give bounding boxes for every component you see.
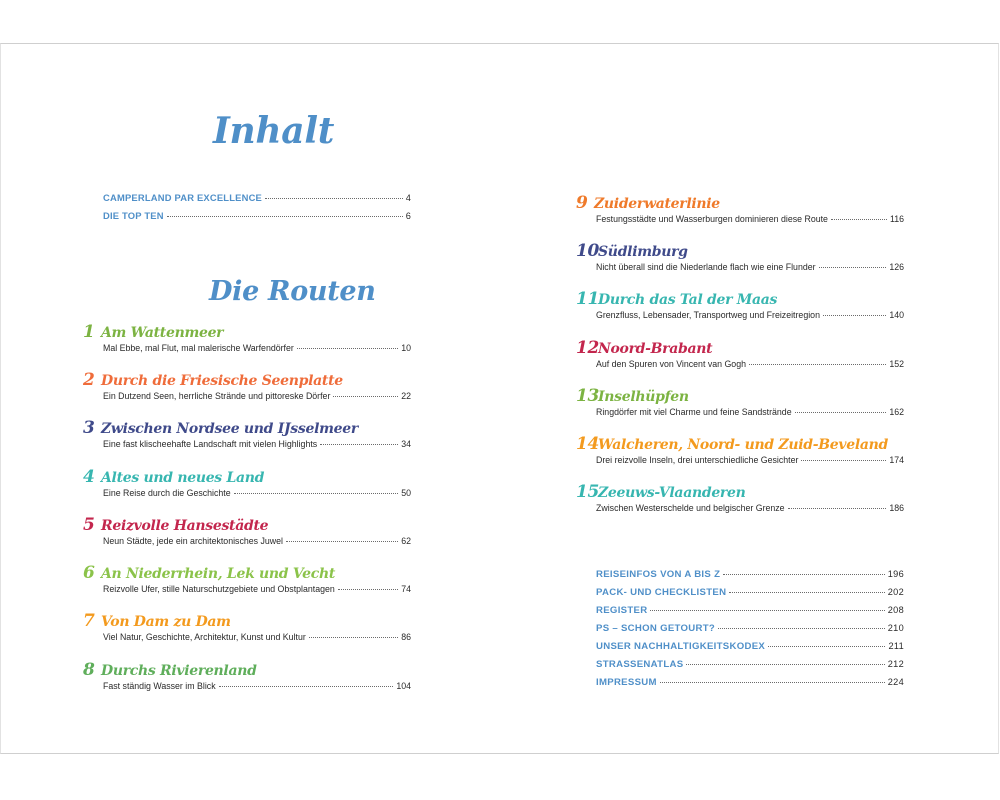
leader-dots <box>297 348 398 349</box>
route-title: Zeeuws-Vlaanderen <box>598 485 746 501</box>
route-entry-9[interactable] <box>576 193 906 224</box>
route-page: 140 <box>889 310 904 320</box>
leader-dots <box>338 589 398 590</box>
leader-dots <box>795 412 887 413</box>
route-description: Ringdörfer mit viel Charme und feine Sandstrände <box>596 407 792 417</box>
route-page: 126 <box>889 262 904 272</box>
route-entry-13[interactable] <box>576 386 906 417</box>
route-entry-14[interactable] <box>576 434 906 465</box>
toc-entry-front[interactable] <box>103 210 411 228</box>
route-page: 162 <box>889 407 904 417</box>
leader-dots <box>768 646 885 647</box>
route-entry-3[interactable] <box>83 418 413 449</box>
toc-entry-page: 196 <box>887 569 904 579</box>
toc-entry-front[interactable] <box>103 192 411 210</box>
route-title: Walcheren, Noord- und Zuid-Beveland <box>598 437 889 453</box>
route-entry-2[interactable] <box>83 370 413 401</box>
routes-heading: Die Routen <box>209 276 376 307</box>
leader-dots <box>333 396 398 397</box>
route-number: 10 <box>576 241 600 261</box>
leader-dots <box>660 682 885 683</box>
route-entry-1[interactable] <box>83 322 413 353</box>
toc-entry-title: STRASSENATLAS <box>596 659 684 670</box>
route-description: Mal Ebbe, mal Flut, mal malerische Warfendörfer <box>103 343 294 353</box>
toc-entry-page: 208 <box>887 605 904 615</box>
contents-heading: Inhalt <box>213 110 335 152</box>
route-entry-4[interactable] <box>83 467 413 498</box>
route-page: 62 <box>401 536 411 546</box>
toc-entry-back[interactable] <box>596 641 904 659</box>
route-entry-5[interactable] <box>83 515 413 546</box>
leader-dots <box>788 508 887 509</box>
leader-dots <box>723 574 885 575</box>
route-page: 10 <box>401 343 411 353</box>
route-page: 22 <box>401 391 411 401</box>
toc-entry-page: 210 <box>887 623 904 633</box>
leader-dots <box>831 219 887 220</box>
route-number: 1 <box>83 322 95 342</box>
leader-dots <box>286 541 398 542</box>
route-number: 3 <box>83 418 95 438</box>
leader-dots <box>309 637 398 638</box>
leader-dots <box>167 216 403 217</box>
route-page: 50 <box>401 488 411 498</box>
route-page: 104 <box>396 681 411 691</box>
route-description: Grenzfluss, Lebensader, Transportweg und Freizeitregion <box>596 310 820 320</box>
route-page: 152 <box>889 359 904 369</box>
route-number: 9 <box>576 193 588 213</box>
leader-dots <box>823 315 886 316</box>
route-page: 74 <box>401 584 411 594</box>
toc-entry-back[interactable] <box>596 587 904 605</box>
route-page: 86 <box>401 632 411 642</box>
route-number: 7 <box>83 611 95 631</box>
route-number: 14 <box>576 434 600 454</box>
toc-entry-back[interactable] <box>596 623 904 641</box>
route-number: 15 <box>576 482 600 502</box>
route-number: 2 <box>83 370 95 390</box>
route-title: Noord-Brabant <box>598 341 713 357</box>
route-number: 5 <box>83 515 95 535</box>
route-number: 8 <box>83 660 95 680</box>
toc-entry-back[interactable] <box>596 677 904 695</box>
route-title: Zuiderwaterlinie <box>594 196 720 212</box>
route-title: Inselhüpfen <box>598 389 689 405</box>
route-title: Am Wattenmeer <box>101 325 224 341</box>
route-entry-8[interactable] <box>83 660 413 691</box>
route-number: 4 <box>83 467 95 487</box>
toc-entry-title: PACK- UND CHECKLISTEN <box>596 587 727 598</box>
route-entry-7[interactable] <box>83 611 413 642</box>
leader-dots <box>219 686 394 687</box>
leader-dots <box>729 592 884 593</box>
route-description: Fast ständig Wasser im Blick <box>103 681 216 691</box>
route-description: Neun Städte, jede ein architektonisches Juwel <box>103 536 283 546</box>
route-title: Durch das Tal der Maas <box>598 292 778 308</box>
toc-entry-title: DIE TOP TEN <box>103 210 164 221</box>
route-title: Durch die Friesische Seenplatte <box>101 373 343 389</box>
leader-dots <box>749 364 886 365</box>
route-entry-11[interactable] <box>576 289 906 320</box>
route-description: Reizvolle Ufer, stille Naturschutzgebiete und Obstplantagen <box>103 584 335 594</box>
route-description: Nicht überall sind die Niederlande flach wie eine Flunder <box>596 262 816 272</box>
toc-entry-page: 6 <box>405 211 411 221</box>
toc-entry-page: 212 <box>887 659 904 669</box>
toc-entry-page: 224 <box>887 677 904 687</box>
leader-dots <box>819 267 887 268</box>
toc-entry-back[interactable] <box>596 569 904 587</box>
leader-dots <box>686 664 884 665</box>
leader-dots <box>234 493 399 494</box>
leader-dots <box>801 460 886 461</box>
route-description: Drei reizvolle Inseln, drei unterschiedliche Gesichter <box>596 455 799 465</box>
route-description: Eine fast klischeehafte Landschaft mit vielen Highlights <box>103 439 318 449</box>
route-entry-12[interactable] <box>576 338 906 369</box>
route-description: Ein Dutzend Seen, herrliche Strände und pittoreske Dörfer <box>103 391 331 401</box>
route-entry-10[interactable] <box>576 241 906 272</box>
toc-entry-title: IMPRESSUM <box>596 677 657 688</box>
leader-dots <box>320 444 398 445</box>
route-number: 6 <box>83 563 95 583</box>
route-entry-6[interactable] <box>83 563 413 594</box>
route-title: Durchs Rivierenland <box>101 663 257 679</box>
toc-entry-title: PS – SCHON GETOURT? <box>596 623 716 634</box>
route-number: 12 <box>576 338 600 358</box>
route-page: 116 <box>889 214 904 224</box>
route-title: Südlimburg <box>598 244 688 260</box>
back-matter-list <box>596 569 904 695</box>
toc-entry-title: UNSER NACHHALTIGKEITSKODEX <box>596 641 766 652</box>
route-description: Viel Natur, Geschichte, Architektur, Kunst und Kultur <box>103 632 306 642</box>
toc-entry-back[interactable] <box>596 605 904 623</box>
toc-entry-title: REGISTER <box>596 605 648 616</box>
route-description: Festungsstädte und Wasserburgen dominieren diese Route <box>596 214 828 224</box>
front-matter-list <box>103 192 411 228</box>
route-page: 34 <box>401 439 411 449</box>
route-title: Altes und neues Land <box>101 470 265 486</box>
route-description: Auf den Spuren von Vincent van Gogh <box>596 359 746 369</box>
toc-entry-page: 202 <box>887 587 904 597</box>
route-number: 11 <box>576 289 600 309</box>
route-title: Reizvolle Hansestädte <box>101 518 269 534</box>
route-page: 186 <box>889 503 904 513</box>
toc-entry-title: REISEINFOS VON A BIS Z <box>596 569 721 580</box>
route-entry-15[interactable] <box>576 482 906 513</box>
route-description: Eine Reise durch die Geschichte <box>103 488 231 498</box>
route-title: An Niederrhein, Lek und Vecht <box>101 566 336 582</box>
route-description: Zwischen Westerschelde und belgischer Grenze <box>596 503 785 513</box>
toc-entry-page: 4 <box>405 193 411 203</box>
leader-dots <box>650 610 884 611</box>
route-number: 13 <box>576 386 600 406</box>
toc-entry-back[interactable] <box>596 659 904 677</box>
leader-dots <box>718 628 885 629</box>
route-title: Zwischen Nordsee und IJsselmeer <box>101 421 358 437</box>
route-page: 174 <box>889 455 904 465</box>
toc-entry-page: 211 <box>888 641 904 651</box>
toc-entry-title: CAMPERLAND PAR EXCELLENCE <box>103 192 262 203</box>
leader-dots <box>265 198 403 199</box>
route-title: Von Dam zu Dam <box>101 614 231 630</box>
